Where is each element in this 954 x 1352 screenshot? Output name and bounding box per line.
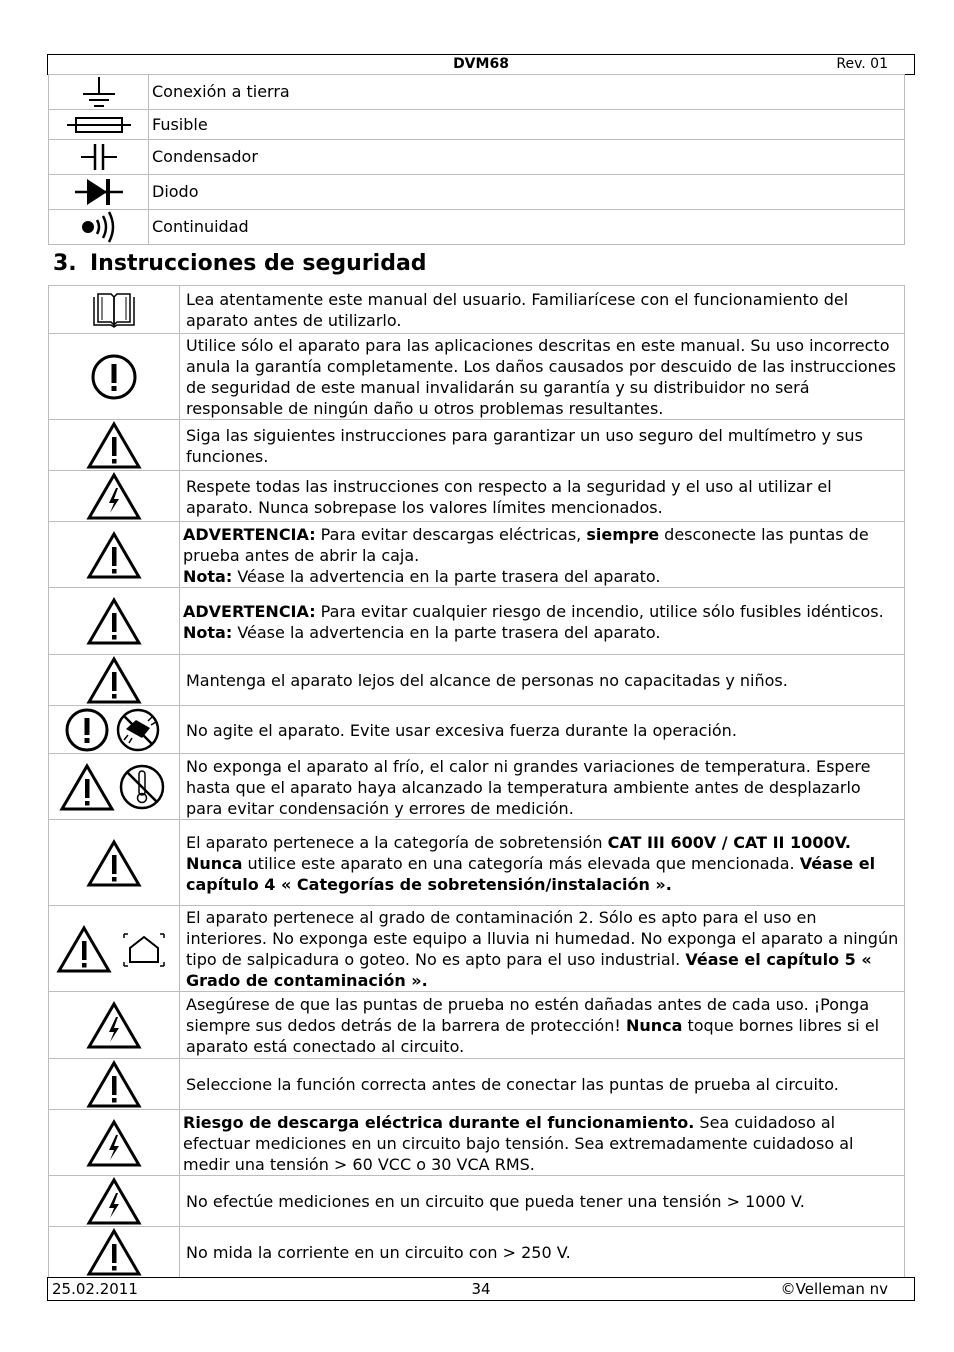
safety-row	[49, 906, 905, 992]
manual-book-icon	[49, 286, 180, 334]
safety-row	[49, 1176, 905, 1227]
chapter-reference: Véase el capítulo 4 « Categorías de sobretensión/instalación ».	[186, 853, 876, 894]
emphasis: Riesgo de descarga eléctrica durante el funcionamiento.	[183, 1112, 695, 1132]
fuse-icon	[49, 110, 149, 140]
safety-text-part: Asegúrese de que las puntas de prueba no estén dañadas antes de cada uso. ¡Ponga siempre sus dedos detrás de la barrera de protección!	[186, 995, 870, 1035]
warning-triangle-icon	[49, 420, 180, 471]
safety-row	[49, 754, 905, 820]
model-name: DVM68	[453, 56, 509, 72]
safety-text: Utilice sólo el aparato para las aplicaciones descritas en este manual. Su uso incorrecto anula la garantía completamente. Los daños causados por descuido de las instrucciones de seguridad de este manual invalidarán su garantía y su distribuidor no será responsable de ningún daño u otros problemas resultantes.	[180, 334, 905, 420]
emphasis: CAT III 600V / CAT II 1000V. Nunca	[186, 832, 851, 873]
safety-text: No agite el aparato. Evite usar excesiva fuerza durante la operación.	[180, 706, 905, 754]
safety-text	[180, 992, 905, 1059]
safety-row	[49, 522, 905, 588]
safety-text-part: Sea cuidadoso al efectuar mediciones en un circuito bajo tensión. Sea extremadamente cuidadoso al medir una tensión > 60 VCC o 30 VCA RMS.	[183, 1112, 854, 1174]
safety-text: Respete todas las instrucciones con respecto a la seguridad y el uso al utilizar el aparato. Nunca sobrepase los valores límites mencionados.	[180, 471, 905, 522]
safety-text: No mida la corriente en un circuito con > 250 V.	[180, 1227, 905, 1278]
safety-text-part: El aparato pertenece al grado de contaminación 2. Sólo es apto para el uso en interiores. No exponga este equipo a lluvia ni humedad. No exponga el aparato a ningún tipo de salpicadura o goteo. No es apto para el uso industrial.	[186, 908, 899, 969]
emphasis: siempre	[586, 524, 660, 544]
safety-row	[49, 992, 905, 1059]
safety-text: Mantenga el aparato lejos del alcance de personas no capacitadas y niños.	[180, 655, 905, 706]
revision: Rev. 01	[836, 56, 888, 72]
warning-triangle-icon	[49, 820, 180, 906]
safety-text: No efectúe mediciones en un circuito que pueda tener una tensión > 1000 V.	[180, 1176, 905, 1227]
safety-text-part: desconecte las puntas de prueba antes de abrir la caja.	[183, 524, 869, 565]
symbol-label: Conexión a tierra	[149, 75, 905, 110]
safety-text: No exponga el aparato al frío, el calor ni grandes variaciones de temperatura. Espere hasta que el aparato haya alcanzado la temperatura ambiente antes de desplazarlo para evitar condensación y errores de medición.	[180, 754, 905, 820]
continuity-icon	[49, 210, 149, 245]
warning-triangle-icon	[49, 1227, 180, 1278]
safety-text-part: El aparato pertenece a la categoría de sobretensión	[186, 832, 608, 852]
symbol-label: Continuidad	[149, 210, 905, 245]
symbol-label: Condensador	[149, 140, 905, 175]
indoor-use-icon	[49, 906, 180, 992]
no-shaking-icon	[49, 706, 180, 754]
safety-text	[180, 1110, 905, 1176]
section-number: 3.	[53, 251, 77, 276]
emphasis: Nunca	[625, 1016, 683, 1035]
safety-text: Siga las siguientes instrucciones para garantizar un uso seguro del multímetro y sus funciones.	[180, 420, 905, 471]
safety-row	[49, 1110, 905, 1176]
electric-hazard-icon	[49, 471, 180, 522]
ground-icon	[49, 75, 149, 110]
safety-text-part: utilice este aparato en una categoría más elevada que mencionada.	[242, 853, 800, 873]
electric-hazard-icon	[49, 1176, 180, 1227]
safety-text: Lea atentamente este manual del usuario. Familiarícese con el funcionamiento del aparato antes de utilizarlo.	[180, 286, 905, 334]
safety-row	[49, 655, 905, 706]
page-header	[47, 54, 915, 75]
note-label: Nota:	[183, 622, 233, 642]
safety-text	[180, 820, 905, 906]
copyright: ©Velleman nv	[780, 1280, 888, 1298]
safety-text	[180, 522, 905, 588]
warning-triangle-icon	[49, 655, 180, 706]
safety-table	[48, 285, 905, 1278]
symbol-row-fuse	[49, 110, 905, 140]
electric-hazard-icon	[49, 992, 180, 1059]
footer-date: 25.02.2011	[52, 1280, 138, 1298]
symbol-row-capacitor	[49, 140, 905, 175]
symbol-row-diode	[49, 175, 905, 210]
note-label: Nota:	[183, 566, 233, 586]
safety-row	[49, 588, 905, 655]
safety-row	[49, 1059, 905, 1110]
warning-label: ADVERTENCIA:	[183, 601, 316, 621]
safety-text: Seleccione la función correcta antes de conectar las puntas de prueba al circuito.	[180, 1059, 905, 1110]
page-number: 34	[471, 1280, 491, 1298]
capacitor-icon	[49, 140, 149, 175]
warning-label: ADVERTENCIA:	[183, 524, 316, 544]
electric-hazard-icon	[49, 1110, 180, 1176]
diode-icon	[49, 175, 149, 210]
safety-text-part: toque bornes libres si el aparato está conectado al circuito.	[186, 1016, 880, 1056]
safety-text-part: Véase la advertencia en la parte trasera del aparato.	[232, 566, 661, 586]
temperature-warning-icon	[49, 754, 180, 820]
safety-row	[49, 1227, 905, 1278]
symbol-label: Fusible	[149, 110, 905, 140]
safety-row	[49, 706, 905, 754]
safety-row	[49, 334, 905, 420]
safety-text-part: Véase la advertencia en la parte trasera del aparato.	[232, 622, 661, 642]
safety-text	[180, 906, 905, 992]
safety-row	[49, 286, 905, 334]
safety-text	[180, 588, 905, 655]
safety-row	[49, 420, 905, 471]
symbols-table	[48, 74, 905, 245]
symbol-row-continuity	[49, 210, 905, 245]
safety-text-part: Para evitar cualquier riesgo de incendio, utilice sólo fusibles idénticos.	[315, 601, 884, 621]
safety-row	[49, 471, 905, 522]
symbol-label: Diodo	[149, 175, 905, 210]
section-title: Instrucciones de seguridad	[90, 251, 427, 276]
section-heading	[53, 250, 427, 278]
symbol-row-ground	[49, 75, 905, 110]
warning-triangle-icon	[49, 522, 180, 588]
chapter-reference: Véase el capítulo 5 « Grado de contaminación ».	[186, 950, 872, 990]
warning-triangle-icon	[49, 1059, 180, 1110]
page-footer	[47, 1277, 915, 1301]
warning-triangle-icon	[49, 588, 180, 655]
safety-text-part: Para evitar descargas eléctricas,	[315, 524, 587, 544]
attention-circle-icon	[49, 334, 180, 420]
safety-row	[49, 820, 905, 906]
